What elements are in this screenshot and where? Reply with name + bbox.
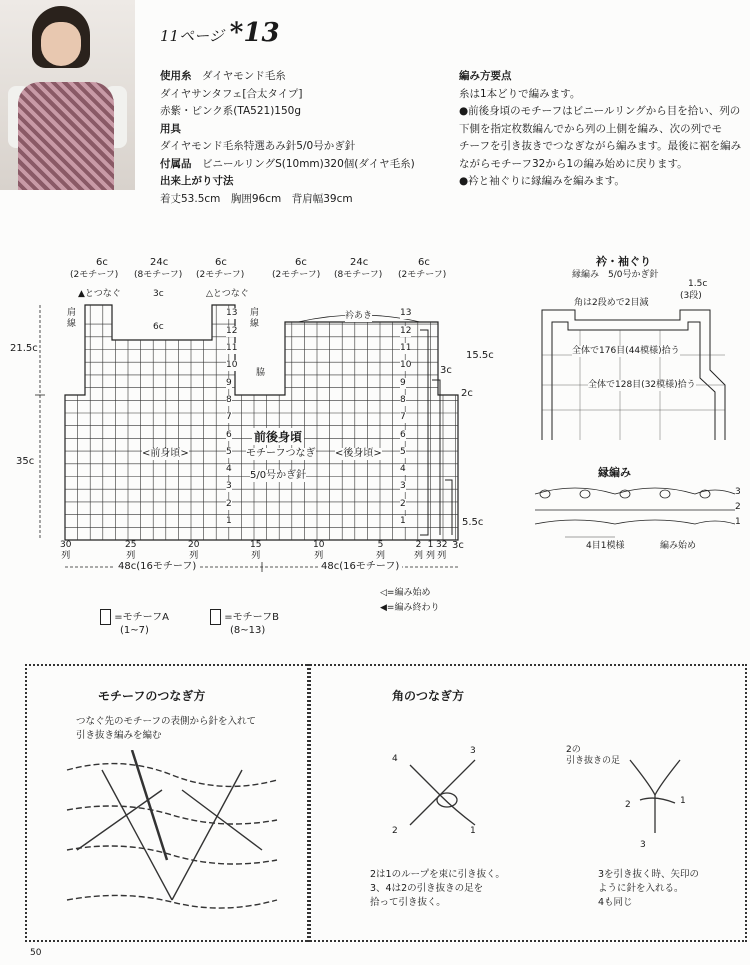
row-number: 4	[226, 464, 232, 475]
motif-count-6: (2モチーフ)	[398, 270, 447, 280]
dim-top-5: 24c	[350, 257, 369, 268]
tools-value: ダイヤモンド毛糸特選あみ針5/0号かぎ針	[160, 140, 356, 152]
row-number: 2	[400, 498, 406, 509]
collar-pickup-128: 全体で128目(32模様)拾う	[588, 380, 696, 390]
row-number: 9	[400, 377, 406, 388]
left-height-bottom: 35c	[16, 456, 35, 467]
right-2c: 2c	[461, 388, 473, 399]
instruction-line: チーフを引き抜きでつなぎながら編みます。最後に裾を編み	[459, 140, 742, 152]
motif-join-title: モチーフのつなぎ方	[98, 689, 206, 703]
corner-num: 3	[470, 746, 476, 756]
motif-count-2: (8モチーフ)	[134, 270, 183, 280]
row-number: 8	[400, 394, 406, 405]
accessory-label: 付属品	[160, 157, 192, 170]
right-3c: 3c	[440, 365, 452, 376]
yarn-name: ダイヤサンタフェ[合太タイプ]	[160, 87, 303, 100]
corner-num: 2	[392, 826, 398, 836]
collar-title: 衿・袖ぐり	[596, 255, 651, 268]
yarn-value: ダイヤモンド毛糸	[202, 70, 286, 82]
col-num: 1 列	[426, 540, 436, 561]
row-number: 10	[400, 360, 412, 371]
row-number: 13	[400, 308, 412, 319]
instruction-line: ●衿と袖ぐりに縁編みを編みます。	[459, 175, 625, 187]
three-c-label: 3c	[153, 289, 164, 299]
row-number: 3	[226, 481, 232, 492]
second-num: 1	[680, 796, 686, 806]
motif-join-desc: つなぐ先のモチーフの表側から針を入れて 引き抜き編みを編む	[76, 716, 257, 741]
yarn-color: 赤紫・ピンク系(TA521)150g	[160, 105, 302, 117]
collar-chart-svg	[520, 300, 745, 440]
collar-dim: 1.5c	[688, 279, 708, 289]
size-value: 着丈53.5cm 胸囲96cm 背肩幅39cm	[160, 192, 353, 205]
join-label-right: △とつなぐ	[206, 289, 249, 299]
edge-start: 編み始め	[660, 541, 697, 551]
dim-top-2: 24c	[150, 257, 169, 268]
item-number: *13	[229, 18, 280, 48]
accessory-value: ビニールリングS(10mm)320個(ダイヤ毛糸)	[202, 157, 415, 170]
col-num: 25 列	[125, 540, 137, 561]
motif-count-5: (8モチーフ)	[334, 270, 383, 280]
col-num: 32 列	[436, 540, 448, 561]
collar-rows: (3段)	[680, 291, 702, 301]
shoulder-line-label-right: 肩線	[250, 308, 260, 329]
col-num: 2 列	[414, 540, 424, 561]
legend-motif-b: =モチーフB (8~13)	[210, 609, 279, 637]
corner-join-desc: 2は1のループを束に引き抜く。 3、4は2の引き抜きの足を 拾って引き抜く。	[370, 869, 505, 908]
row-number: 11	[400, 343, 412, 353]
corner-num: 4	[392, 754, 398, 764]
motif-b-swatch	[210, 609, 221, 625]
edge-repeat: 4目1模様	[586, 541, 625, 551]
row-number: 12	[400, 325, 412, 336]
row-number: 6	[400, 429, 406, 440]
motif-count-3: (2モチーフ)	[196, 270, 245, 280]
six-c-label: 6c	[153, 322, 164, 332]
row-number: 3	[400, 481, 406, 492]
motif-count-1: (2モチーフ)	[70, 270, 119, 280]
edge-title: 縁編み	[598, 466, 631, 479]
corner-num: 1	[470, 826, 476, 836]
shoulder-line-label-left: 肩線	[67, 308, 77, 329]
neck-opening-label: 衿あき	[345, 311, 373, 321]
motif-join-illustration	[62, 750, 287, 920]
left-height-top: 21.5c	[10, 343, 38, 354]
back-body-label: <後身頃>	[335, 448, 382, 459]
instruction-line: ●前後身頃のモチーフはビニールリングから目を拾い、列の	[459, 105, 741, 117]
col-num: 10 列	[313, 540, 325, 561]
left-dimension-line	[35, 305, 45, 540]
dim-top-1: 6c	[96, 257, 108, 268]
row-number: 10	[226, 360, 238, 371]
row-number: 11	[226, 343, 238, 353]
col-num: 30 列	[60, 540, 72, 561]
join-label-left: ▲とつなぐ	[78, 289, 121, 299]
second-join-illustration	[620, 755, 690, 835]
dim-top-4: 6c	[295, 257, 307, 268]
right-15-5: 15.5c	[466, 350, 494, 361]
start-legend: ◁=編み始め	[380, 588, 431, 598]
row-number: 2	[226, 498, 232, 509]
row-number: 12	[226, 325, 238, 336]
instructions-heading: 編み方要点	[459, 70, 512, 82]
edge-row-label: 3	[735, 487, 741, 497]
dim-top-3: 6c	[215, 257, 227, 268]
collar-stitch: 縁編み 5/0号かぎ針	[572, 270, 659, 280]
collar-corner-note: 角は2段めで2目減	[574, 298, 649, 308]
row-number: 7	[226, 412, 232, 423]
right-5-5: 5.5c	[462, 517, 484, 528]
edge-row-label: 1	[735, 517, 741, 527]
row-number: 5	[226, 446, 232, 457]
row-number: 5	[400, 446, 406, 457]
edge-row-1	[535, 520, 735, 524]
col-num: 15 列	[250, 540, 262, 561]
edge-chart-svg	[525, 482, 747, 547]
instruction-line: 糸は1本どりで編みます。	[459, 87, 581, 100]
bottom-width-right: 48c(16モチーフ)	[318, 561, 402, 573]
size-label: 出来上がり寸法	[160, 175, 234, 187]
yarn-label: 使用糸	[160, 70, 192, 82]
row-number: 13	[226, 308, 238, 319]
instruction-line: 下側を指定枚数編んでから列の上側を編み、次の列でモ	[459, 122, 723, 135]
armhole-label: 脇	[256, 368, 266, 378]
edge-stitch	[580, 490, 590, 498]
join-path	[420, 330, 452, 535]
bottom-width-left: 48c(16モチーフ)	[115, 561, 199, 573]
page-ref: 11ページ	[160, 27, 224, 45]
instruction-line: ながらモチーフ32から1の編み始めに戻ります。	[459, 157, 688, 170]
edge-row-label: 2	[735, 502, 741, 512]
dim-top-6: 6c	[418, 257, 430, 268]
front-body-label: <前身頃>	[142, 448, 189, 459]
tools-label: 用具	[160, 122, 181, 135]
end-legend: ◀=編み終わり	[380, 603, 440, 613]
corner-join-title: 角のつなぎ方	[392, 689, 465, 703]
col-num: 20 列	[188, 540, 200, 561]
collar-pickup-176: 全体で176目(44模様)拾う	[572, 346, 680, 356]
hook-size: 5/0号かぎ針	[250, 470, 307, 481]
row-number: 9	[226, 377, 232, 388]
row-number: 4	[400, 464, 406, 475]
corner-join-illustration	[385, 740, 495, 840]
right-3c-bottom: 3c	[452, 540, 464, 551]
legend-motif-a: =モチーフA (1~7)	[100, 609, 169, 637]
motif-a-swatch	[100, 609, 111, 625]
chart-title: 前後身頃	[254, 430, 303, 444]
row-number: 6	[226, 429, 232, 440]
page-number: 50	[30, 948, 42, 958]
edge-stitch	[660, 490, 670, 498]
joining-method: モチーフつなぎ	[246, 448, 316, 459]
row-number: 7	[400, 412, 406, 423]
row-number: 1	[226, 516, 232, 526]
edge-row-3	[535, 488, 735, 494]
row-number: 1	[400, 516, 406, 526]
second-num: 2	[625, 800, 631, 810]
motif-count-4: (2モチーフ)	[272, 270, 321, 280]
col-num: 5 列	[376, 540, 386, 561]
second-label: 2の 引き抜きの足	[566, 745, 621, 766]
row-number: 8	[226, 394, 232, 405]
second-num: 3	[640, 840, 646, 850]
second-join-desc: 3を引き抜く時、矢印の ように針を入れる。 4も同じ	[598, 869, 700, 908]
